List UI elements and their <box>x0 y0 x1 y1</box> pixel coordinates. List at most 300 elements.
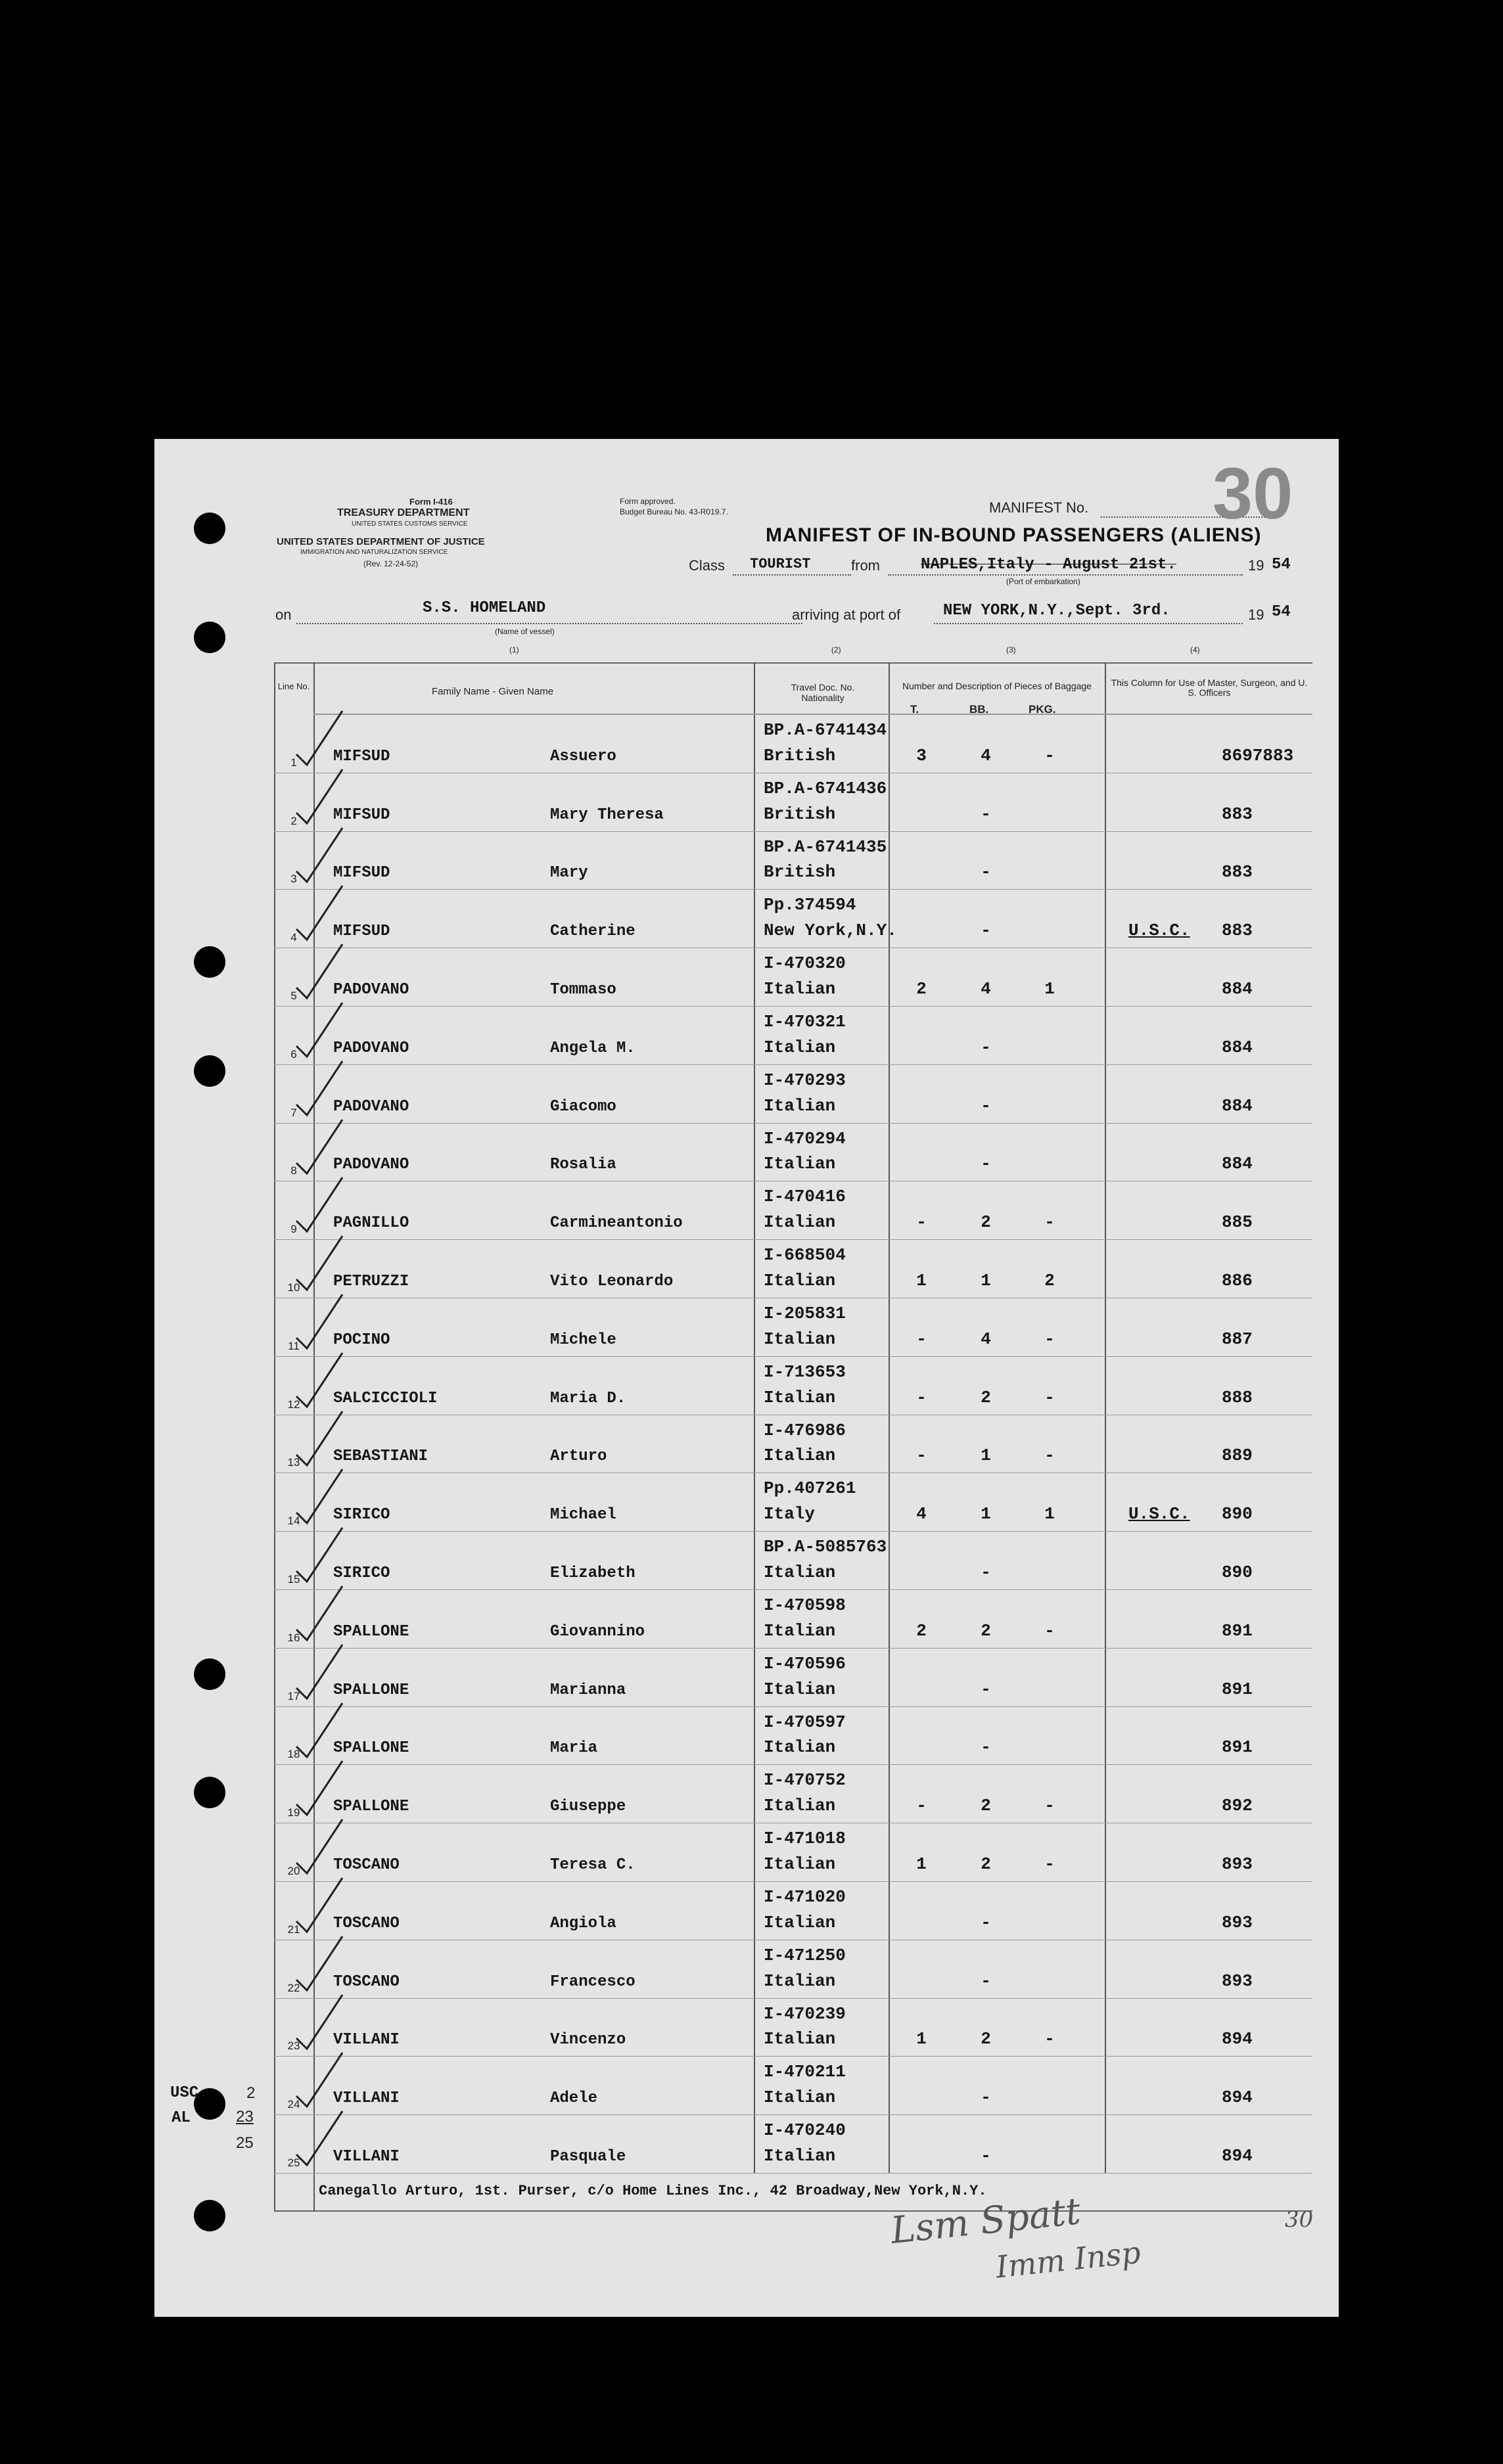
margin-note-25: 25 <box>236 2134 254 2152</box>
family-name: SPALLONE <box>333 1622 409 1641</box>
year-value: 54 <box>1272 556 1291 574</box>
family-name: PADOVANO <box>333 1097 409 1116</box>
family-name: VILLANI <box>333 2031 400 2049</box>
baggage-trunks: 4 <box>916 1504 927 1524</box>
baggage-bags: - <box>981 1562 991 1582</box>
baggage-trunks: 2 <box>916 978 927 999</box>
family-name: POCINO <box>333 1331 390 1349</box>
family-name: PADOVANO <box>333 1039 409 1057</box>
officer-number: 884 <box>1222 1154 1253 1174</box>
col-num-1: (1) <box>509 645 519 654</box>
officer-number: 8697883 <box>1222 745 1294 765</box>
officer-number: 893 <box>1222 1912 1253 1932</box>
travel-doc-number: BP.A-6741435 <box>764 836 887 857</box>
given-name: Giacomo <box>550 1097 616 1116</box>
purser-footer: Canegallo Arturo, 1st. Purser, c/o Home Lines Inc., 42 Broadway,New York,N.Y. <box>319 2183 987 2199</box>
family-name: SIRICO <box>333 1564 390 1582</box>
baggage-bags: 4 <box>981 745 991 765</box>
margin-note-al: AL <box>172 2109 191 2127</box>
baggage-trunks: 1 <box>916 1270 927 1290</box>
family-name: PAGNILLO <box>333 1214 409 1233</box>
vessel-name: S.S. HOMELAND <box>423 599 546 617</box>
binder-hole <box>194 622 225 653</box>
header-name: Family Name - Given Name <box>432 686 554 697</box>
officer-number: 890 <box>1222 1562 1253 1582</box>
nationality: New York,N.Y. <box>764 921 897 941</box>
inspector-signature: Lsm Spatt <box>889 2190 1083 2252</box>
officer-number: 892 <box>1222 1796 1253 1816</box>
officer-status: U.S.C. <box>1128 921 1190 941</box>
margin-note-23: 23 <box>236 2108 254 2126</box>
officer-number: 894 <box>1222 2029 1253 2049</box>
baggage-trunks: 2 <box>916 1620 927 1641</box>
officer-number: 885 <box>1222 1212 1253 1233</box>
year-prefix: 19 <box>1248 557 1264 574</box>
check-mark-icon <box>294 1292 346 1351</box>
line-number: 25 <box>287 2156 300 2169</box>
travel-doc-number: I-471018 <box>764 1829 846 1849</box>
given-name: Michael <box>550 1506 616 1524</box>
table-row <box>274 1240 1312 1298</box>
nationality: Italy <box>764 1504 816 1524</box>
nationality: Italian <box>764 1212 836 1233</box>
given-name: Michele <box>550 1331 616 1349</box>
check-mark-icon <box>294 1117 346 1176</box>
check-mark-icon <box>294 1817 346 1876</box>
dept-justice-sub: IMMIGRATION AND NATURALIZATION SERVICE <box>300 549 448 556</box>
baggage-bags: 2 <box>981 1620 991 1641</box>
family-name: PADOVANO <box>333 1156 409 1174</box>
family-name: SALCICCIOLI <box>333 1389 438 1407</box>
travel-doc-number: I-476986 <box>764 1420 846 1440</box>
baggage-packages: 1 <box>1044 1504 1055 1524</box>
family-name: TOSCANO <box>333 1856 400 1874</box>
given-name: Mary <box>550 864 588 882</box>
given-name: Assuero <box>550 747 616 765</box>
officer-number: 884 <box>1222 1095 1253 1116</box>
table-row <box>274 1357 1312 1415</box>
baggage-packages: 2 <box>1044 1270 1055 1290</box>
baggage-bags: - <box>981 2145 991 2166</box>
check-mark-icon <box>294 1233 346 1292</box>
nationality: Italian <box>764 1095 836 1116</box>
header-officers: This Column for Use of Master, Surgeon, and U. S. Officers <box>1111 677 1308 698</box>
travel-doc-number: I-470240 <box>764 2120 846 2141</box>
margin-note-2: 2 <box>246 2084 256 2102</box>
nationality: Italian <box>764 1971 836 1991</box>
table-row <box>274 948 1312 1007</box>
line-number: 1 <box>290 756 297 769</box>
travel-doc-number: I-470320 <box>764 953 846 974</box>
table-row <box>274 1649 1312 1707</box>
table-row <box>274 1007 1312 1065</box>
baggage-trunks: - <box>916 1387 927 1407</box>
baggage-bags: 2 <box>981 1212 991 1233</box>
line-number: 23 <box>287 2040 300 2053</box>
given-name: Maria <box>550 1739 598 1758</box>
line-number: 7 <box>290 1106 297 1119</box>
check-mark-icon <box>294 1059 346 1118</box>
check-mark-icon <box>294 1175 346 1234</box>
given-name: Francesco <box>550 1973 636 1991</box>
given-name: Angela M. <box>550 1039 636 1057</box>
given-name: Tommaso <box>550 980 616 999</box>
check-mark-icon <box>294 1350 346 1409</box>
check-mark-icon <box>294 1758 346 1817</box>
travel-doc-number: Pp.374594 <box>764 895 856 915</box>
col-num-4: (4) <box>1190 645 1200 654</box>
line-number: 16 <box>287 1631 300 1644</box>
binder-hole <box>194 513 225 544</box>
family-name: MIFSUD <box>333 864 390 882</box>
officer-number: 884 <box>1222 1037 1253 1057</box>
year2-value: 54 <box>1272 603 1291 621</box>
baggage-bags: - <box>981 1912 991 1932</box>
table-row <box>274 890 1312 948</box>
nationality: Italian <box>764 2145 836 2166</box>
from-label: from <box>851 557 880 574</box>
officer-number: 893 <box>1222 1854 1253 1874</box>
budget-bureau: Budget Bureau No. 43-R019.7. <box>620 507 728 516</box>
given-name: Giuseppe <box>550 1798 626 1816</box>
line-number: 18 <box>287 1748 300 1761</box>
family-name: MIFSUD <box>333 747 390 765</box>
officer-number: 891 <box>1222 1679 1253 1699</box>
baggage-bags: - <box>981 1095 991 1116</box>
table-row <box>274 1999 1312 2057</box>
header-bag-t: T. <box>910 703 919 716</box>
travel-doc-number: I-470416 <box>764 1187 846 1207</box>
passenger-rows <box>274 715 1379 2174</box>
officer-number: 894 <box>1222 2145 1253 2166</box>
line-number: 5 <box>290 989 297 1002</box>
nationality: Italian <box>764 1037 836 1057</box>
travel-doc-number: I-470239 <box>764 2003 846 2024</box>
given-name: Catherine <box>550 923 636 941</box>
travel-doc-number: I-471250 <box>764 1945 846 1965</box>
nationality: Italian <box>764 1737 836 1758</box>
baggage-bags: 2 <box>981 1796 991 1816</box>
officer-number: 890 <box>1222 1504 1253 1524</box>
baggage-bags: - <box>981 2088 991 2108</box>
baggage-bags: 1 <box>981 1446 991 1466</box>
baggage-bags: 2 <box>981 1387 991 1407</box>
binder-hole <box>194 1658 225 1690</box>
check-mark-icon <box>294 883 346 942</box>
dept-treasury-sub: UNITED STATES CUSTOMS SERVICE <box>352 520 468 528</box>
nationality: Italian <box>764 1446 836 1466</box>
nationality: Italian <box>764 2029 836 2049</box>
family-name: PADOVANO <box>333 980 409 999</box>
baggage-bags: 2 <box>981 2029 991 2049</box>
header-doc: Travel Doc. No. Nationality <box>791 682 855 703</box>
family-name: MIFSUD <box>333 806 390 824</box>
line-number: 17 <box>287 1689 300 1702</box>
travel-doc-number: I-470752 <box>764 1770 846 1791</box>
baggage-packages: - <box>1044 1796 1055 1816</box>
col-num-3: (3) <box>1006 645 1016 654</box>
travel-doc-number: I-471020 <box>764 1887 846 1907</box>
arrival-port: NEW YORK,N.Y.,Sept. 3rd. <box>943 602 1170 620</box>
nationality: British <box>764 745 836 765</box>
check-mark-icon <box>294 1467 346 1526</box>
arriving-label: arriving at port of <box>792 606 901 623</box>
table-row <box>274 1415 1312 1474</box>
vessel-note: (Name of vessel) <box>495 627 555 636</box>
line-number: 10 <box>287 1281 300 1294</box>
line-number: 9 <box>290 1223 297 1236</box>
form-revision: (Rev. 12-24-52) <box>363 559 419 568</box>
baggage-bags: - <box>981 1737 991 1758</box>
line-number: 12 <box>287 1398 300 1411</box>
nationality: Italian <box>764 1387 836 1407</box>
given-name: Angiola <box>550 1914 616 1932</box>
check-mark-icon <box>294 1584 346 1643</box>
baggage-bags: 4 <box>981 978 991 999</box>
col-num-2: (2) <box>831 645 841 654</box>
manifest-no-label: MANIFEST No. <box>989 499 1089 516</box>
travel-doc-number: I-470596 <box>764 1653 846 1674</box>
check-mark-icon <box>294 1000 346 1059</box>
check-mark-icon <box>294 1700 346 1760</box>
dept-justice: UNITED STATES DEPARTMENT OF JUSTICE <box>277 536 485 547</box>
baggage-bags: - <box>981 921 991 941</box>
line-number: 13 <box>287 1456 300 1469</box>
table-row <box>274 1532 1312 1590</box>
given-name: Elizabeth <box>550 1564 636 1582</box>
line-number: 20 <box>287 1864 300 1877</box>
binder-hole <box>194 1055 225 1087</box>
table-row <box>274 832 1312 890</box>
officer-number: 888 <box>1222 1387 1253 1407</box>
baggage-bags: - <box>981 862 991 882</box>
nationality: Italian <box>764 1620 836 1641</box>
table-row <box>274 2057 1312 2115</box>
officer-number: 884 <box>1222 978 1253 999</box>
line-number: 2 <box>290 814 297 827</box>
given-name: Maria D. <box>550 1389 626 1407</box>
binder-hole <box>194 946 225 978</box>
baggage-bags: - <box>981 1037 991 1057</box>
check-mark-icon <box>294 825 346 884</box>
line-number: 4 <box>290 931 297 944</box>
baggage-trunks: 1 <box>916 2029 927 2049</box>
check-mark-icon <box>294 1934 346 1993</box>
family-name: VILLANI <box>333 2089 400 2108</box>
baggage-bags: - <box>981 1154 991 1174</box>
given-name: Marianna <box>550 1681 626 1699</box>
header-bag-pkg: PKG. <box>1029 703 1056 716</box>
manifest-sheet <box>154 439 1379 2317</box>
given-name: Adele <box>550 2089 598 2108</box>
line-number: 22 <box>287 1981 300 1994</box>
baggage-packages: - <box>1044 1446 1055 1466</box>
line-number: 6 <box>290 1047 297 1061</box>
family-name: VILLANI <box>333 2147 400 2166</box>
officer-number: 894 <box>1222 2088 1253 2108</box>
header-baggage: Number and Description of Pieces of Baggage <box>902 681 1092 691</box>
table-row <box>274 1823 1312 1882</box>
travel-doc-number: I-470294 <box>764 1128 846 1149</box>
nationality: British <box>764 804 836 824</box>
family-name: PETRUZZI <box>333 1272 409 1290</box>
manifest-number: 30 <box>1213 453 1293 534</box>
form-number: Form I-416 <box>409 497 453 507</box>
signature-page-note: 30 <box>1285 2206 1314 2233</box>
class-label: Class <box>689 557 726 574</box>
baggage-packages: - <box>1044 745 1055 765</box>
given-name: Arturo <box>550 1448 607 1466</box>
officer-number: 883 <box>1222 862 1253 882</box>
header-line-no: Line No. <box>277 681 310 691</box>
given-name: Mary Theresa <box>550 806 664 824</box>
class-value: TOURIST <box>750 556 811 572</box>
table-row <box>274 715 1312 773</box>
officer-status: U.S.C. <box>1128 1504 1190 1524</box>
check-mark-icon <box>294 708 346 767</box>
nationality: Italian <box>764 1796 836 1816</box>
handwritten-number: 265 <box>1339 798 1379 826</box>
header-bag-bb: BB. <box>969 703 989 716</box>
year2-prefix: 19 <box>1248 606 1264 623</box>
nationality: Italian <box>764 1679 836 1699</box>
travel-doc-number: I-470211 <box>764 2062 846 2082</box>
dept-treasury: TREASURY DEPARTMENT <box>337 507 470 518</box>
baggage-trunks: - <box>916 1796 927 1816</box>
travel-doc-number: Pp.407261 <box>764 1478 856 1499</box>
table-row <box>274 1298 1312 1357</box>
check-mark-icon <box>294 1409 346 1468</box>
check-mark-icon <box>294 767 346 826</box>
baggage-trunks: - <box>916 1446 927 1466</box>
margin-note-usc: USC. <box>170 2084 208 2102</box>
nationality: Italian <box>764 1854 836 1874</box>
form-approved: Form approved. <box>620 497 676 506</box>
travel-doc-number: I-470597 <box>764 1712 846 1732</box>
line-number: 21 <box>287 1923 300 1936</box>
inspector-title: Imm Insp <box>994 2234 1143 2285</box>
table-row <box>274 1590 1312 1649</box>
officer-number: 889 <box>1222 1446 1253 1466</box>
nationality: Italian <box>764 1912 836 1932</box>
family-name: TOSCANO <box>333 1973 400 1991</box>
baggage-packages: - <box>1044 1212 1055 1233</box>
table-row <box>274 1940 1312 1999</box>
travel-doc-number: I-470321 <box>764 1012 846 1032</box>
nationality: Italian <box>764 978 836 999</box>
table-row <box>274 1882 1312 1940</box>
officer-number: 891 <box>1222 1620 1253 1641</box>
family-name: TOSCANO <box>333 1914 400 1932</box>
family-name: SPALLONE <box>333 1739 409 1758</box>
baggage-trunks: 1 <box>916 1854 927 1874</box>
nationality: Italian <box>764 1270 836 1290</box>
check-mark-icon <box>294 1992 346 2051</box>
officer-number: 887 <box>1222 1329 1253 1349</box>
line-number: 19 <box>287 1806 300 1819</box>
table-row <box>274 1124 1312 1182</box>
line-number: 24 <box>287 2098 300 2111</box>
embarkation-port: NAPLES,Italy - August 21st. <box>921 556 1176 574</box>
given-name: Giovannino <box>550 1622 645 1641</box>
baggage-packages: - <box>1044 1854 1055 1874</box>
table-row <box>274 1473 1312 1532</box>
baggage-bags: 1 <box>981 1270 991 1290</box>
travel-doc-number: BP.A-6741434 <box>764 720 887 740</box>
family-name: SIRICO <box>333 1506 390 1524</box>
given-name: Rosalia <box>550 1156 616 1174</box>
family-name: MIFSUD <box>333 923 390 941</box>
officer-number: 883 <box>1222 921 1253 941</box>
on-label: on <box>275 606 292 623</box>
baggage-bags: - <box>981 804 991 824</box>
baggage-packages: - <box>1044 1329 1055 1349</box>
table-row <box>274 1181 1312 1240</box>
baggage-bags: 1 <box>981 1504 991 1524</box>
line-number: 14 <box>287 1515 300 1528</box>
binder-hole <box>194 2200 225 2231</box>
table-row <box>274 1765 1312 1823</box>
check-mark-icon <box>294 1642 346 1701</box>
baggage-trunks: - <box>916 1212 927 1233</box>
line-number: 11 <box>288 1339 300 1352</box>
check-mark-icon <box>294 1525 346 1584</box>
officer-number: 893 <box>1222 1971 1253 1991</box>
binder-hole <box>194 1777 225 1808</box>
baggage-bags: - <box>981 1679 991 1699</box>
officer-number: 891 <box>1222 1737 1253 1758</box>
baggage-packages: 1 <box>1044 978 1055 999</box>
line-number: 3 <box>290 873 297 886</box>
officer-number: 883 <box>1222 804 1253 824</box>
given-name: Vincenzo <box>550 2031 626 2049</box>
family-name: SEBASTIANI <box>333 1448 428 1466</box>
table-row <box>274 2115 1312 2174</box>
travel-doc-number: I-205831 <box>764 1304 846 1323</box>
manifest-title: MANIFEST OF IN-BOUND PASSENGERS (ALIENS) <box>766 524 1262 546</box>
baggage-bags: 4 <box>981 1329 991 1349</box>
nationality: Italian <box>764 1562 836 1582</box>
table-row <box>274 1707 1312 1766</box>
travel-doc-number: I-470598 <box>764 1595 846 1615</box>
table-row <box>274 1065 1312 1124</box>
manifest-table <box>274 662 1379 2212</box>
line-number: 15 <box>287 1572 300 1586</box>
nationality: Italian <box>764 2088 836 2108</box>
baggage-trunks: - <box>916 1329 927 1349</box>
given-name: Vito Leonardo <box>550 1272 674 1290</box>
baggage-packages: - <box>1044 1387 1055 1407</box>
given-name: Teresa C. <box>550 1856 636 1874</box>
line-number: 8 <box>290 1164 297 1177</box>
check-mark-icon <box>294 2109 346 2168</box>
travel-doc-number: I-668504 <box>764 1245 846 1266</box>
check-mark-icon <box>294 2050 346 2109</box>
check-mark-icon <box>294 1875 346 1934</box>
travel-doc-number: I-713653 <box>764 1361 846 1382</box>
officer-number: 886 <box>1222 1270 1253 1290</box>
family-name: SPALLONE <box>333 1681 409 1699</box>
travel-doc-number: BP.A-5085763 <box>764 1537 887 1557</box>
family-name: SPALLONE <box>333 1798 409 1816</box>
nationality: Italian <box>764 1329 836 1349</box>
travel-doc-number: BP.A-6741436 <box>764 778 887 798</box>
baggage-bags: - <box>981 1971 991 1991</box>
given-name: Carmineantonio <box>550 1214 683 1233</box>
baggage-packages: - <box>1044 1620 1055 1641</box>
table-row <box>274 773 1379 832</box>
nationality: British <box>764 862 836 882</box>
